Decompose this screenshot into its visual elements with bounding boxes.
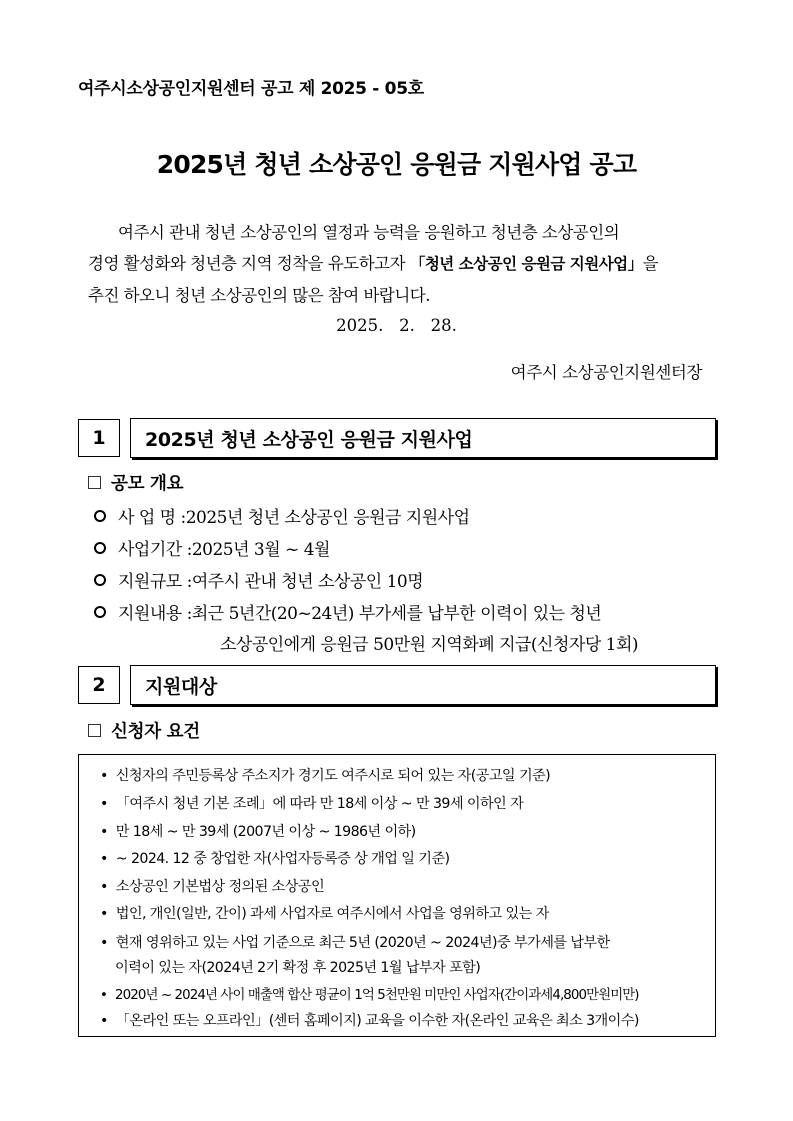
bullet-dot-icon: • [100, 796, 108, 812]
checkbox-square-icon [88, 476, 101, 489]
overview-item-continuation: 소상공인에게 응원금 50만원 지역화폐 지급(신청자당 1회) [220, 635, 639, 655]
list-item: • 신청자의 주민등록상 주소지가 경기도 여주시로 되어 있는 자(공고일 기준) [100, 768, 551, 784]
circle-bullet-icon [94, 574, 106, 586]
overview-item-label: 사업기간 : [118, 540, 192, 560]
issuer: 여주시 소상공인지원센터장 [510, 363, 702, 382]
list-item: • 2020년 ~ 2024년 사이 매출액 합산 평균이 1억 5천만원 미만인 사업자(간이과세4,800만원미만) [100, 988, 639, 1003]
overview-item-label: 지원내용 : [118, 604, 192, 624]
overview-item [94, 567, 423, 592]
bullet-dot-icon: • [100, 906, 108, 922]
overview-item [94, 599, 601, 624]
notice-number: 여주시소상공인지원센터 공고 제 2025 - 05호 [78, 79, 424, 99]
intro-line-2 [88, 248, 713, 280]
section-2-subheading-label: 신청자 요건 [111, 722, 200, 742]
section-1-number: 1 [78, 419, 120, 457]
list-item: • 법인, 개인(일반, 간이) 과세 사업자로 여주시에서 사업을 영위하고 있는 자 [100, 906, 549, 922]
intro-line-2-text: 경영 활성화와 청년층 지역 정착을 유도하고자 [88, 254, 410, 273]
list-item: • 현재 영위하고 있는 사업 기준으로 최근 5년 (2020년 ~ 2024년)중 부가세를 납부한 [100, 935, 610, 951]
list-item: • ~ 2024. 12 중 창업한 자(사업자등록증 상 개업 일 기준) [100, 851, 450, 867]
list-item: • 「여주시 청년 기본 조례」에 따라 만 18세 이상 ~ 만 39세 이하인 자 [100, 796, 524, 812]
list-item: • 만 18세 ~ 만 39세 (2007년 이상 ~ 1986년 이하) [100, 824, 416, 840]
list-item: • 소상공인 기본법상 정의된 소상공인 [100, 879, 325, 895]
circle-bullet-icon [94, 606, 106, 618]
list-item: • 「온라인 또는 오프라인」(센터 홈페이지) 교육을 이수한 자(온라인 교육은 최소 3개이수) [100, 1013, 639, 1029]
section-1-title: 2025년 청년 소상공인 응원금 지원사업 [130, 418, 716, 458]
section-1-subheading-label: 공모 개요 [111, 474, 184, 494]
intro-line-1: 여주시 관내 청년 소상공인의 열정과 능력을 응원하고 청년층 소상공인의 [118, 223, 620, 242]
section-2-subheading [88, 718, 200, 743]
overview-item-value: 2025년 3월 ~ 4월 [191, 540, 330, 560]
bullet-dot-icon: • [100, 768, 108, 784]
bullet-dot-icon: • [100, 1013, 108, 1029]
bullet-dot-icon: • [100, 988, 107, 1003]
section-2-number: 2 [78, 666, 120, 704]
overview-item-value: 여주시 관내 청년 소상공인 10명 [191, 572, 424, 592]
overview-item [94, 503, 470, 528]
intro-line-2-end: 을 [642, 254, 659, 273]
circle-bullet-icon [94, 542, 106, 554]
section-2-title: 지원대상 [130, 665, 716, 705]
overview-item [94, 535, 330, 560]
section-1-subheading [88, 470, 183, 495]
circle-bullet-icon [94, 510, 106, 522]
bullet-dot-icon: • [100, 851, 108, 867]
intro-line-3: 추진 하오니 청년 소상공인의 많은 참여 바랍니다. [88, 286, 430, 305]
intro-paragraph [88, 217, 713, 311]
list-item-continuation: 이력이 있는 자(2024년 2기 확정 후 2025년 1월 납부자 포함) [115, 960, 481, 976]
bullet-dot-icon: • [100, 935, 108, 951]
overview-item-value: 2025년 청년 소상공인 응원금 지원사업 [185, 508, 470, 528]
bullet-dot-icon: • [100, 824, 108, 840]
bullet-dot-icon: • [100, 879, 108, 895]
overview-item-label: 지원규모 : [118, 572, 192, 592]
checkbox-square-icon [88, 724, 101, 737]
overview-item-label: 사 업 명 : [118, 508, 186, 528]
program-name-bold: 「청년 소상공인 응원금 지원사업」 [409, 255, 643, 273]
overview-item-value: 최근 5년간(20~24년) 부가세를 납부한 이력이 있는 청년 [191, 604, 602, 624]
notice-date: 2025. 2. 28. [336, 316, 457, 335]
page-title: 2025년 청년 소상공인 응원금 지원사업 공고 [156, 150, 637, 179]
